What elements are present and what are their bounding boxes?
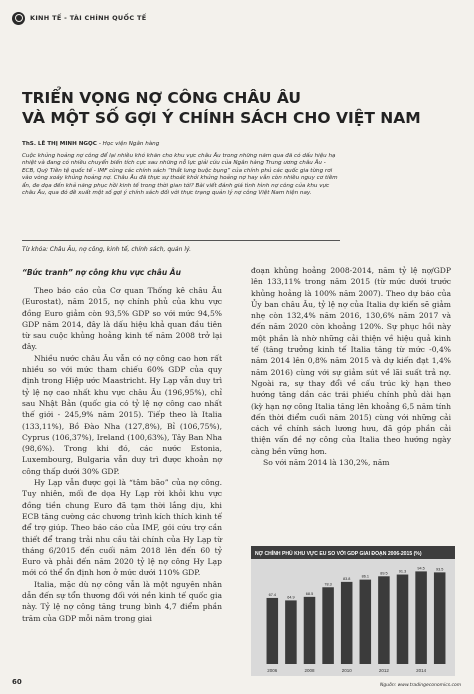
journal-logo-icon — [12, 12, 25, 25]
author-byline — [22, 141, 159, 147]
chart-bar-2012 — [378, 576, 390, 664]
chart-value-label: 93.5 — [436, 567, 444, 572]
left-paragraph: Nhiều nước châu Âu vẫn có nợ công cao hơn rất nhiều so với mức tham chiếu 60% GDP của quy định trong Hiệp ước Maastricht. Hy Lạp vẫn duy trì tỷ lệ nợ cao nhất khu vực châu Âu (196,95%), chỉ sau Nhật Bản (quốc gia có tỷ lệ nợ công cao nhất thế giới - 245,9% năm 2015). Tiếp theo là Italia (133,11%), Bồ Đào Nha (127,8%), Bỉ (106,75%), Cyprus (106,37%), Ireland (100,63%), Tây Ban Nha (98,6%). Trong khi đó, các nước Estonia, Luxembourg, Bulgaria vẫn duy trì được khoản nợ công thấp dưới 30% GDP. — [22, 353, 222, 476]
chart-bar-2010 — [341, 582, 353, 664]
section-heading: “Bức tranh” nợ công khu vực châu Âu — [22, 268, 181, 277]
title-line-1: TRIỂN VỌNG NỢ CÔNG CHÂU ÂU — [22, 89, 301, 107]
chart-value-label: 67.4 — [268, 592, 276, 597]
chart-x-tick-label: 2012 — [378, 668, 389, 673]
author-name: ThS. LÊ THỊ MINH NGỌC — [22, 141, 97, 147]
left-paragraph: Italia, mặc dù nợ công vẫn là một nguyên nhân dẫn đến sự tổn thương đối với nền kinh tế quốc gia này. Tỷ lệ nợ công tăng trung bình 4,7 điểm phần trăm của GDP mỗi năm trong giai — [22, 579, 222, 623]
article-title — [22, 88, 452, 128]
left-column — [22, 268, 222, 624]
author-affiliation: - Học viện Ngân hàng — [98, 141, 160, 147]
chart-x-tick-label: 2014 — [416, 668, 427, 673]
chart-value-label: 91.3 — [398, 569, 407, 574]
chart-value-label: 89.5 — [380, 571, 388, 576]
chart-title: NỢ CHÍNH PHỦ KHU VỰC EU SO VỚI GDP GIAI ĐOẠN 2006-2015 (%) — [255, 551, 422, 557]
chart-bar-2013 — [397, 575, 409, 664]
right-paragraph: đoạn khủng hoảng 2008-2014, năm tỷ lệ nợ/GDP lên 133,11% trong năm 2015 (từ mức dưới trước khủng hoảng là 100% năm 2007). Theo dự báo của Ủy ban châu Âu, tỷ lệ nợ của Italia dự kiến sẽ giảm nhẹ còn 132,4% năm 2016, 130,6% năm 2017 và đến năm 2020 còn khoảng 120%. Sự phục hồi này một phần là nhờ những cải thiện về hiệu quả kinh tế (tăng trưởng kinh tế Italia tăng từ mức -0,4% năm 2014 lên 0,8% năm 2015 và dự kiến đạt 1,4% năm 2016) cùng với sự giảm sút về lãi suất trả nợ. Ngoài ra, sự thay đổi về cấu trúc kỳ hạn theo hướng tăng dần các trái phiếu chính phủ dài hạn (kỳ hạn nợ công Italia tăng lên khoảng 6,5 năm tính đến thời điểm cuối năm 2015) cùng với những cải cách về chính sách lương hưu, đã góp phần cải thiện vấn đề nợ công của Italia theo hướng ngày càng bền vững hơn. — [251, 266, 451, 456]
keywords: Từ khóa: Châu Âu, nợ công, kinh tế, chính sách, quản lý. — [22, 246, 191, 253]
title-line-2: VÀ MỘT SỐ GỢI Ý CHÍNH SÁCH CHO VIỆT NAM — [22, 109, 421, 127]
left-paragraph: Hy Lạp vẫn được gọi là “tâm bão” của nợ công. Tuy nhiên, mối đe dọa Hy Lạp rời khỏi khu vực đồng tiền chung Euro đã tạm thời lắng dịu, khi ECB tăng cường các chương trình kích thích kinh tế để trợ giúp. Theo báo cáo của IMF, gói cứu trợ cần thiết để trang trải nhu cầu tài chính của Hy Lạp từ tháng 6/2015 đến cuối năm 2018 lên đến 60 tỷ Euro và phải đến năm 2020 tỷ lệ nợ công Hy Lạp mới có thể ổn định hơn ở mức dưới 110% GDP. — [22, 478, 222, 578]
right-column — [251, 265, 451, 468]
chart-x-tick-label: 2010 — [341, 668, 352, 673]
chart-bar-2014 — [415, 571, 427, 664]
chart-value-label: 83.8 — [343, 576, 351, 581]
chart-source: Nguồn: www.tradingeconomics.com — [380, 683, 462, 688]
chart-bar-2008 — [304, 597, 316, 664]
page-number: 60 — [12, 678, 22, 686]
right-paragraph: So với năm 2014 là 130,2%, năm — [263, 458, 390, 468]
chart-x-tick-label: 2006 — [267, 668, 278, 673]
page-header — [12, 9, 146, 27]
chart-bar-2015 — [434, 572, 446, 664]
chart-bar-2007 — [285, 600, 297, 664]
section-label: KINH TẾ - TÀI CHÍNH QUỐC TẾ — [30, 14, 147, 22]
chart-value-label: 94.5 — [417, 566, 425, 571]
divider — [22, 240, 340, 241]
left-paragraph: Theo báo cáo của Cơ quan Thống kê châu Âu (Eurostat), năm 2015, nợ chính phủ của khu vực đồng Euro giảm còn 93,5% GDP so với mức 94,5% GDP năm 2014, đây là dấu hiệu khả quan đầu tiên từ sau cuộc khủng hoảng kinh tế năm 2008 trở lại đây. — [22, 286, 222, 352]
chart-value-label: 68.5 — [305, 591, 314, 596]
debt-chart — [251, 546, 455, 676]
chart-bar-2006 — [267, 598, 279, 664]
chart-value-label: 78.3 — [324, 582, 332, 587]
abstract: Cuộc khủng hoảng nợ công để lại nhiều khó khăn cho khu vực châu Âu trong những năm qua đã có dấu hiệu hạ nhiệt và đang có nhiều chuyển biến tích cực sau những nỗ lực giải cứu của Ngân hàng Trung ương châu Âu - ECB, Quỹ Tiền tệ quốc tế - IMF cùng các chính sách “thắt lưng buộc bụng” của chính phủ các quốc gia từng rơi vào vòng xoáy khủng hoảng nợ. Châu Âu đã thực sự thoát khỏi khủng hoảng nợ hay vẫn còn nhiều nguy cơ tiềm ẩn, đe dọa đến khả năng phục hồi kinh tế trong thời gian tới? Bài viết đánh giá tình hình nợ công của khu vực châu Âu, qua đó đề xuất một số gợi ý chính sách đối với thực trạng quản lý nợ công Việt Nam hiện nay. — [22, 153, 338, 197]
chart-bar-2009 — [322, 587, 334, 664]
chart-value-label: 64.9 — [287, 595, 295, 600]
chart-bar-2011 — [360, 580, 372, 664]
chart-x-tick-label: 2008 — [304, 668, 315, 673]
chart-value-label: 86.1 — [361, 574, 369, 579]
